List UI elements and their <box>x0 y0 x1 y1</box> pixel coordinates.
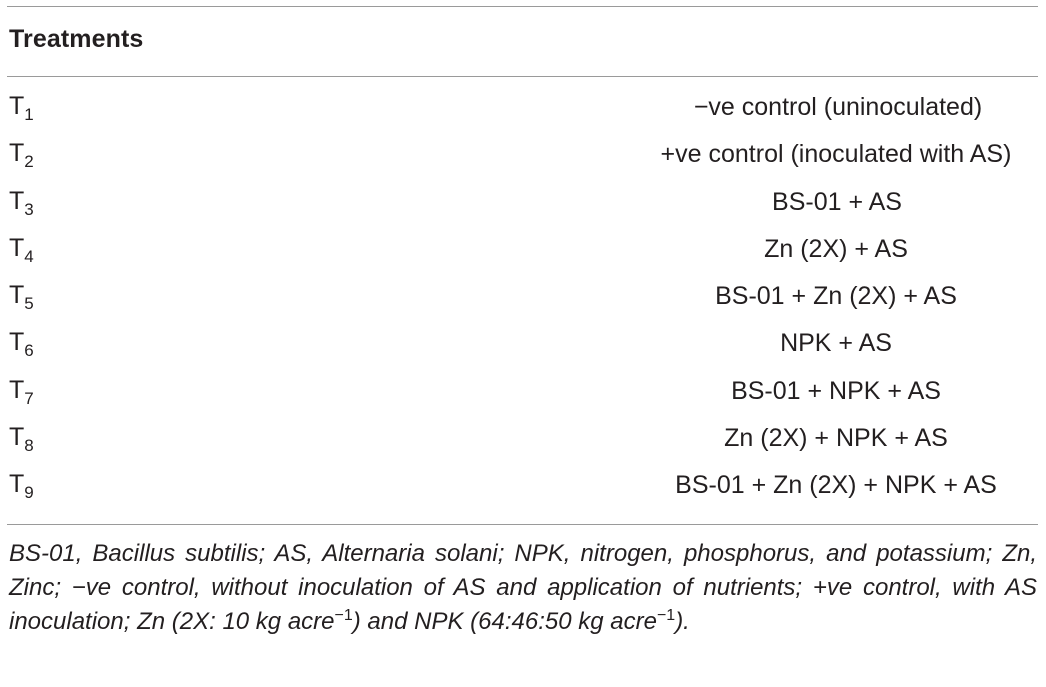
table-header-rule <box>7 76 1038 77</box>
table-row <box>0 419 1046 466</box>
table-top-rule <box>7 6 1038 7</box>
treatment-label: $T_4$ <box>9 233 34 266</box>
table-row <box>0 183 1046 230</box>
treatment-label: $T_2$ <box>9 139 34 172</box>
table-row <box>0 230 1046 277</box>
treatment-label: $T_5$ <box>9 281 34 314</box>
treatment-label: $T_6$ <box>9 328 34 361</box>
table-body <box>0 88 1046 514</box>
table-header-treatments: Treatments <box>9 25 144 53</box>
treatment-label: $T_8$ <box>9 423 34 456</box>
treatment-label: $T_9$ <box>9 470 34 503</box>
treatment-description: Zn (2X) + AS <box>764 234 908 263</box>
treatment-label: $T_7$ <box>9 375 34 408</box>
treatment-description: BS-01 + Zn (2X) + AS <box>715 282 957 311</box>
table-bottom-rule <box>7 524 1038 525</box>
table-row <box>0 372 1046 419</box>
treatment-label: $T_1$ <box>9 92 34 124</box>
treatment-description: NPK + AS <box>780 329 892 358</box>
table-row <box>0 88 1046 135</box>
table-footnote: BS-01, Bacillus subtilis; AS, Alternaria solani; NPK, nitrogen, phosphorus, and potassium; Zn, Zinc; −ve control, without inoculation of AS and application of nutrients; +ve control, with AS inoculation; Zn (2X: 10 kg acre$^{-1}$) and NPK (64:46:50 kg acre$^{-1}$). <box>9 540 1037 635</box>
treatment-description: −ve control (uninoculated) <box>693 93 983 121</box>
treatment-description: BS-01 + Zn (2X) + NPK + AS <box>675 471 997 500</box>
treatment-label: $T_3$ <box>9 186 34 219</box>
treatment-description: Zn (2X) + NPK + AS <box>724 424 948 453</box>
table-row <box>0 277 1046 324</box>
table-row <box>0 324 1046 371</box>
table-row <box>0 135 1046 182</box>
treatment-description: BS-01 + AS <box>772 187 902 216</box>
treatment-description: BS-01 + NPK + AS <box>731 376 941 405</box>
table-row <box>0 466 1046 513</box>
treatment-description: +ve control (inoculated with AS) <box>660 140 1012 169</box>
